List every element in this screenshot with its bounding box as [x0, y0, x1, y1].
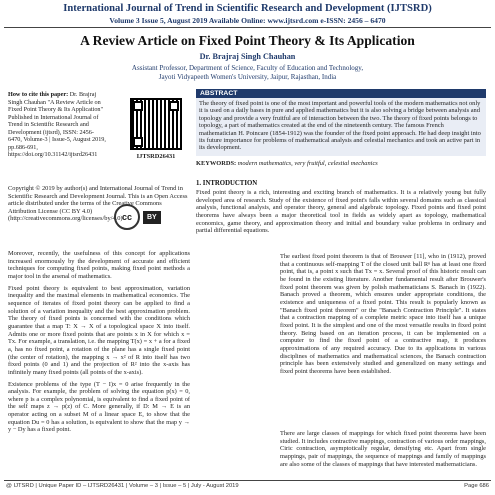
section-heading-introduction: 1. INTRODUCTION — [196, 180, 258, 187]
cc-license-icon — [114, 205, 174, 229]
citation-text: Dr. Brajraj Singh Chauhan "A Review Article on Fixed Point Theory & Its Application" Published in International Journal of Trend in Scientific Research and Development (ijtsrd), ISSN: 2456-6470, Volume-3 | Issue-5, August 2019, pp.686-691, https://doi.org/10.31142/ijtsrd26431 — [8, 91, 106, 158]
cc-logo: cc — [114, 204, 140, 230]
keywords-text: modern mathematics, very fruitful, celestial mechanics — [237, 160, 378, 167]
abstract-heading: ABSTRACT — [196, 89, 486, 98]
abstract-text: The theory of fixed point is one of the most important and powerful tools of the modern mathematics not only it is used on a daily bases in pure and applied mathematics but it is also solving a bridge between analysis and topology and provide a very fruitful are of interaction between the two. The theory of fixed points belongs to topology, a part of mathematics created at the end of the nineteenth century. The famous French mathematician H. Poincare (1854-1912) was the founder of the fixed point approach. He had deep insight into its future importance for problems of mathematical analysis and celestial mechanics and took an active part in its development. — [196, 98, 486, 156]
affiliation-line-1: Assistant Professor, Department of Science, Faculty of Education and Technology, — [131, 64, 364, 72]
footer-citation: @ IJTSRD | Unique Paper ID – IJTSRD26431 | Volume – 3 | Issue – 5 | July - August 2019 — [6, 483, 239, 489]
keywords-label: KEYWORDS: — [196, 160, 237, 167]
article-title: A Review Article on Fixed Point Theory & Its Application — [80, 33, 415, 48]
paragraph: Moreover, recently, the usefulness of this concept for applications increased enormously by the development of accurate and efficient techniques for computing fixed points, making fixed point methods a major tool in the arsenal of mathematics. — [8, 250, 190, 280]
paper-id-label: IJTSRD26431 — [136, 153, 176, 160]
volume-line: Volume 3 Issue 5, August 2019 Available Online: www.ijtsrd.com e-ISSN: 2456 – 6470 — [109, 16, 386, 25]
qr-code-icon — [130, 98, 182, 150]
intro-paragraph-1: Fixed point theory is a rich, interesting and exciting branch of mathematics. It is a relatively young but fully developed area of research. Study of the existence of fixed point's falls within several domains such as classical analysis, functional analysis, and operator theory, general and algebraic topology. Fixed points and fixed point theorems have always been a major theoretical tool in fields as widely apart as topology, mathematical economics, game theory, and approximation theory and initial and boundary value problems in ordinary and partial differential equations. — [196, 189, 486, 235]
header-divider — [4, 27, 491, 28]
author-name: Dr. Brajraj Singh Chauhan — [199, 52, 296, 61]
page-number: Page 686 — [464, 483, 489, 489]
intro-paragraph-5: The earliest fixed point theorem is that of Brouwer [11], who in (1912), proved that a continuous self-mapping T of the closed unit ball Rⁿ has at least one fixed point, that is, a point x such that Tx = x. Several proof of this historic result can be found in the existing literature. Another fundamental result after Brouwer's fixed point theorem was given by polish mathematicians S. Banach in (1922). Banach proved a theorem, which ensures under appropriate conditions, the existence and uniqueness of a fixed point. This result is popularly known as "Banach fixed point theorem" or the "Banach Contraction Principle". It states that a contraction mapping of a complete metric space into itself has a unique fixed point. It is the simplest and one of the most versatile results in fixed point theory. Being based on an iteration process, it can be implemented on a computer to find the fixed point of a contractive map, it produces approximations of any required accuracy. Due to its applications in various disciplines of mathematics and mathematical sciences, the Banach contraction principle has been extensively studied and generalized on many settings and fixed point theorems have been established. — [280, 253, 486, 375]
copyright-text: Copyright © 2019 by author(s) and International Journal of Trend in Scientific Research and Development Journal. This is an Open Access article distributed under the terms of the Creative Commons Attribution License (CC BY 4.0) (http://creativecommons.org/licenses/by/4.0) — [8, 185, 188, 223]
journal-title: International Journal of Trend in Scientific Research and Development (IJTSRD) — [63, 3, 432, 14]
footer-divider — [4, 480, 491, 481]
paragraph: Existence problems of the type (T − I)x = 0 arise frequently in the analysis. For example, the problem of solving the equation p(x) = 0, where p is a complex polynomial, is equivalent to find a fixed point of the self maps z → p(z) of C. More generally, if D: M → E is an operator acting on a subset M of a linear space E, to show that the equation Du = 0 has a solution, is equivalent to show that the map y → y − Dy has a fixed point. — [8, 380, 190, 434]
paragraph: Fixed point theory is equivalent to best approximation, variation inequality and the maximal elements in mathematical economics. The sequence of iterates of fixed point theory can be applied to find a solution of a variation inequality and the best approximation problem. The theory of fixed points is concerned with the conditions which guarantee that a map T: X → X of a topological space X into itself. Admits one or more fixed points that are points x in X for which x = Tx. For example, a translation, i.e. the mapping T(x) = x + a for a fixed a, has no fixed point, a rotation of the plane has a single fixed point (the center of rotation), the mapping x → x² of R into itself has two fixed points (0 and 1) and the projection of R² into the x-axis has infinitely many fixed points (all points of the x-axis). — [8, 284, 190, 376]
left-column — [8, 250, 190, 438]
keywords — [196, 160, 486, 167]
citation-heading: How to cite this paper: — [8, 91, 69, 98]
page-footer — [0, 483, 495, 489]
cc-by-badge: BY — [143, 211, 161, 224]
citation-block — [8, 91, 106, 159]
affiliation — [0, 64, 495, 82]
intro-paragraph-6: There are large classes of mappings for which fixed point theorems have been studied. It includes contractive mappings, contraction of various order mappings, Ciric contraction, asymptotically regular, densifying etc. Apart from single mappings, pair of mappings, the sequence of mappings and family of mappings are also some of the classes of mappings that have interested mathematicians. — [280, 430, 486, 468]
affiliation-line-2: Jayoti Vidyapeeth Women's University, Jaipur, Rajasthan, India — [158, 73, 337, 81]
